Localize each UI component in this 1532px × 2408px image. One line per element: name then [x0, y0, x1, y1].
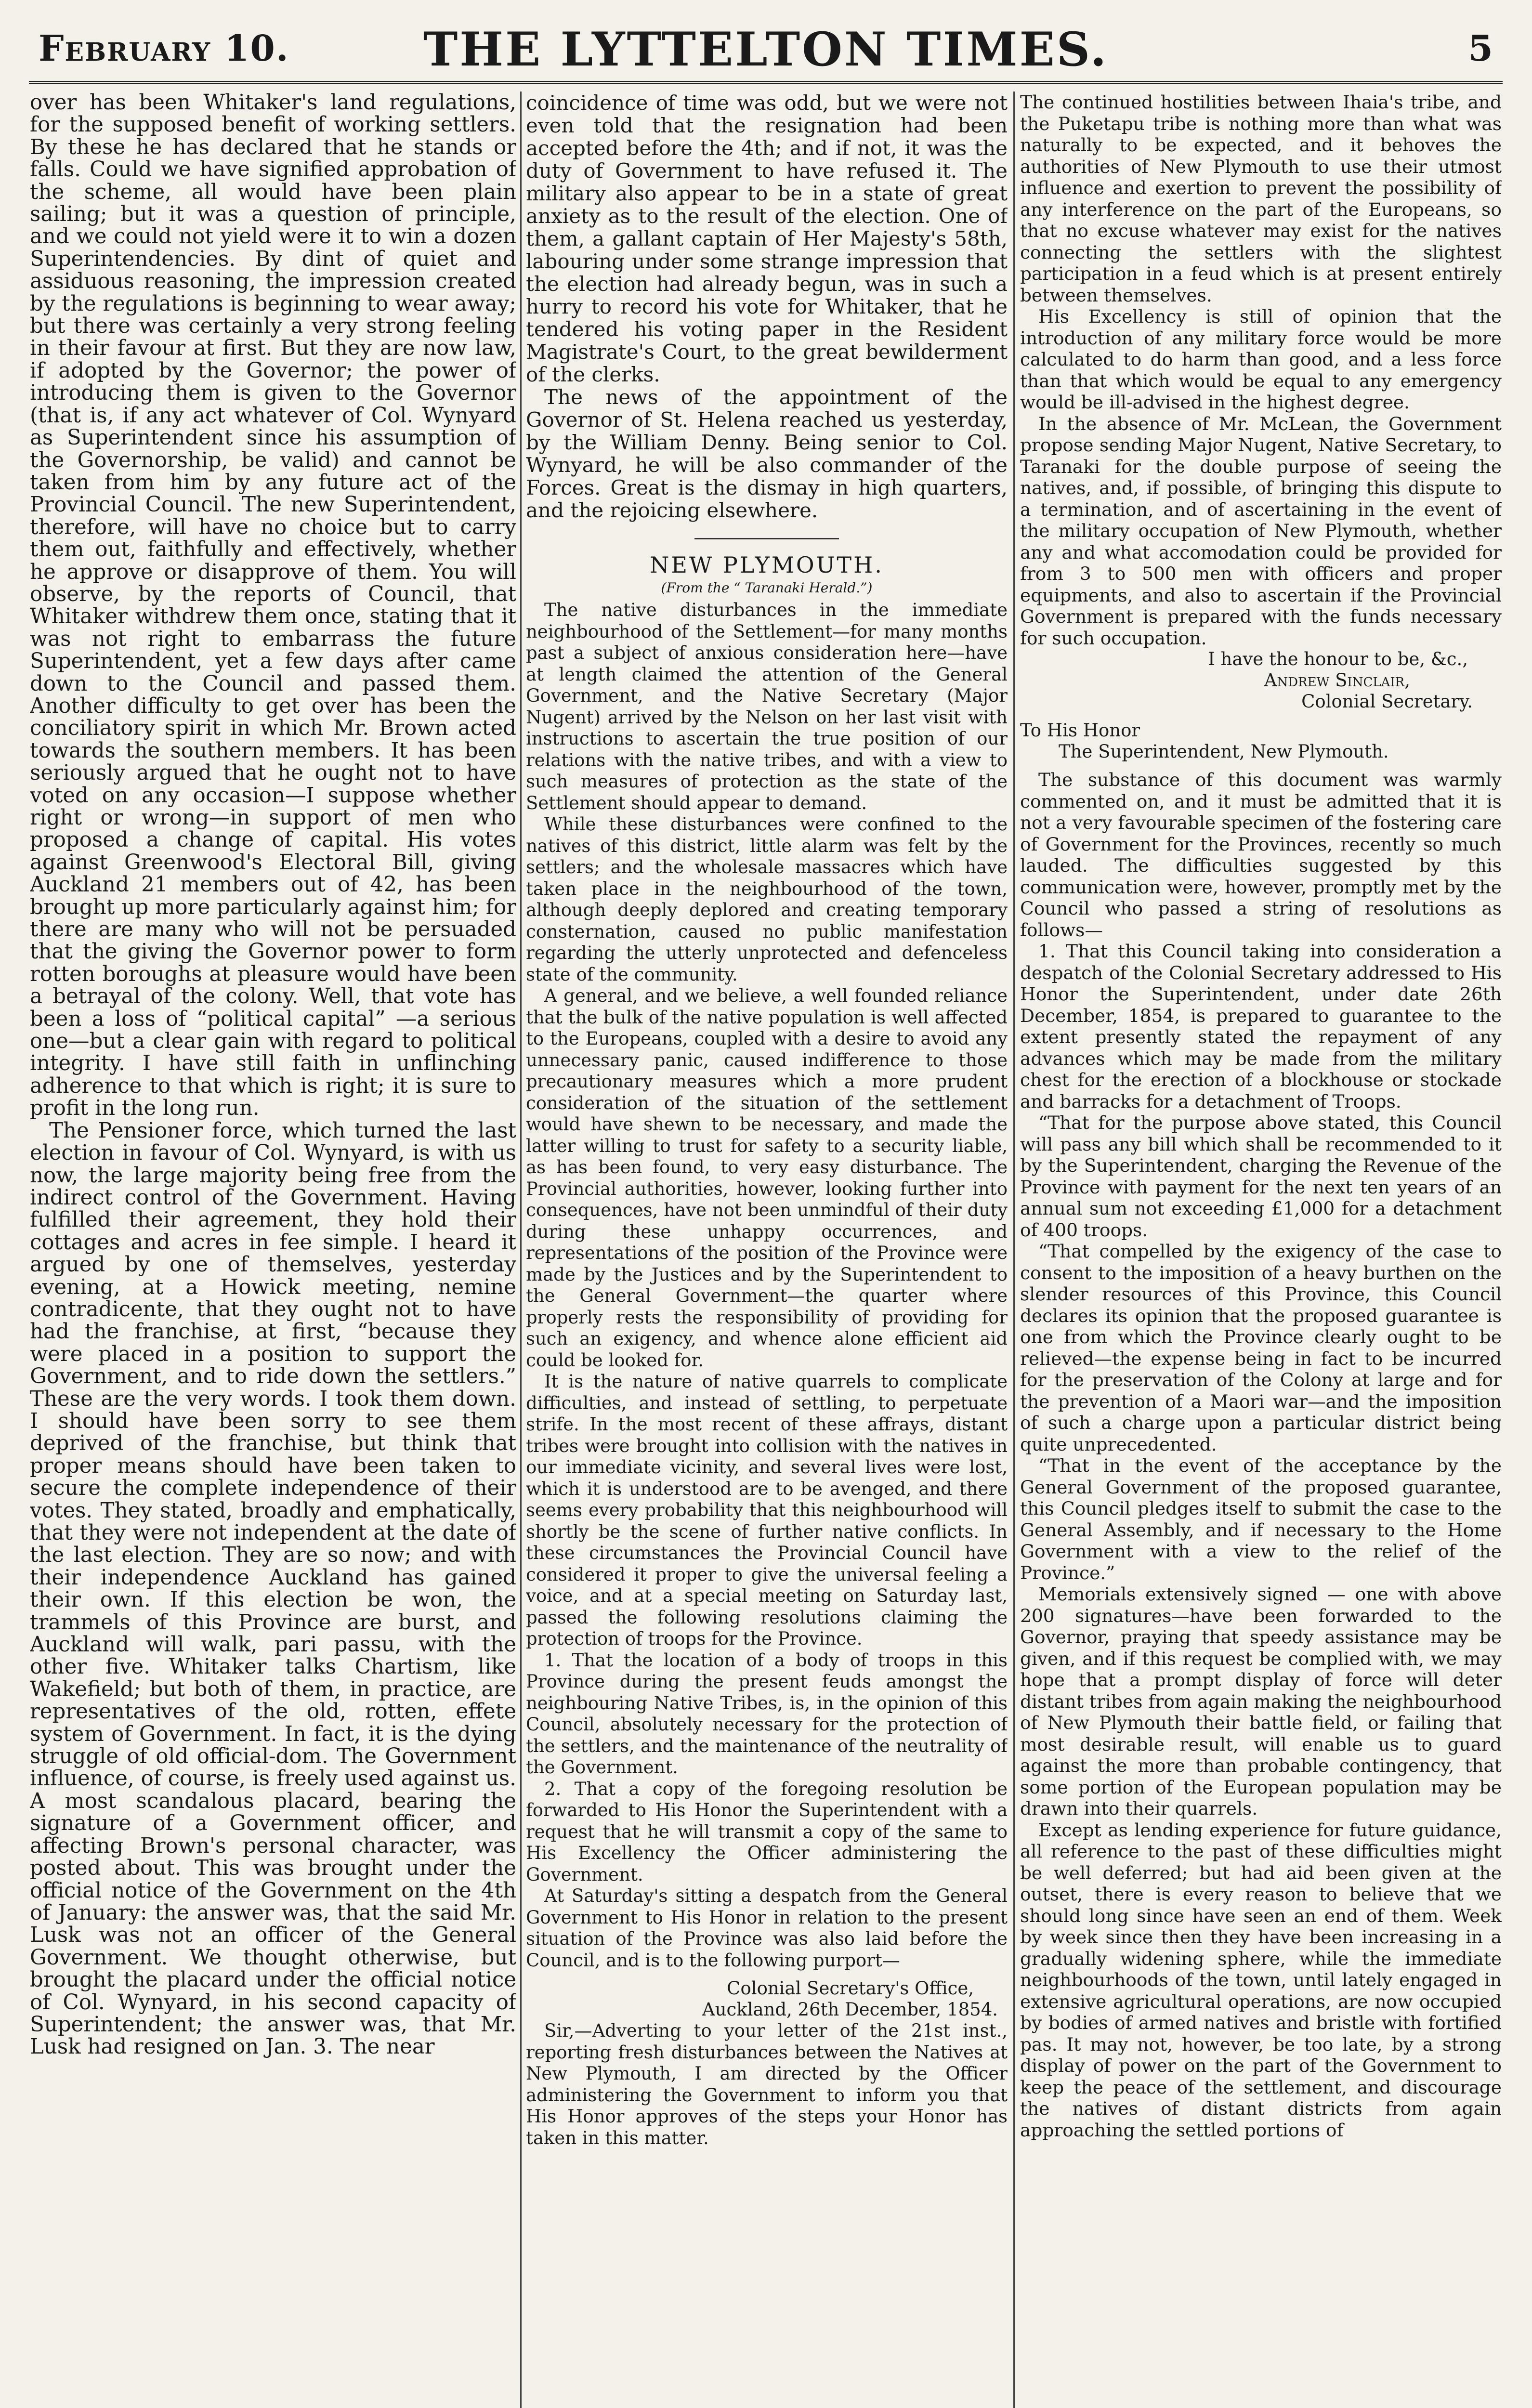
letter-signer-title: Colonial Secretary. [1301, 691, 1473, 712]
col2-paragraph-1: coincidence of time was odd, but we were not even told that the resignation had been accepted before the 4th; and if not, it was the duty of Government to have refused it. The military also appear to be in a state of great anxiety as to the result of the election. One of them, a gallant captain of Her Majesty's 58th, labouring under some strange impression that the election had already begun, was in such a hurry to record his vote for Whitaker, that he tendered his voting paper in the Resident Magistrate's Court, to the great bewilderment of the clerks. [526, 92, 1008, 386]
letter-place-date: Auckland, 26th December, 1854. [702, 1999, 998, 2020]
column-3 [1020, 92, 1502, 2408]
section-divider [694, 538, 839, 539]
col2-paragraph-10: Sir,—Adverting to your letter of the 21st inst., reporting fresh disturbances between the Natives at New Plymouth, I am directed by the Officer administering the Government to inform you that His Honor approves of the steps your Honor has taken in this matter. [526, 2020, 1008, 2148]
col3-paragraph-4: The substance of this document was warmly commented on, and it must be admitted that it is not a very favourable specimen of the fostering care of Government for the Provinces, recently so much lauded. The difficulties suggested by this communication were, however, promptly met by the Council who passed a string of resolutions as follows— [1020, 769, 1502, 941]
col3-paragraph-3: In the absence of Mr. McLean, the Government propose sending Major Nugent, Native Secretary, to Taranaki for the double purpose of seeing the natives, and, if possible, of bringing this dispute to a termination, and of ascertaining in the event of the military occupation of New Plymouth, whether any and what accomodation could be provided for from 3 to 500 men with officers and proper equipments, and also to ascertain if the Provincial Government is prepared with the funds necessary for such occupation. [1020, 413, 1502, 649]
col3-paragraph-1: The continued hostilities between Ihaia's tribe, and the Puketapu tribe is nothing more than what was naturally to be expected, and it behoves the authorities of New Plymouth to use their utmost influence and exertion to prevent the possibility of any interference on the part of the Europeans, so that no excuse whatever may exist for the natives connecting the settlers with the slightest participation in a feud which is at present entirely between themselves. [1020, 92, 1502, 306]
letter-closing: I have the honour to be, &c., [1208, 649, 1468, 669]
col2-paragraph-2: The news of the appointment of the Governor of St. Helena reached us yesterday, by the William Denny. Being senior to Col. Wynyard, he will be also commander of the Forces. Great is the dismay in high quarters, and the rejoicing elsewhere. [526, 385, 1008, 522]
column-rule-right [1013, 92, 1015, 2408]
newspaper-title: THE LYTTELTON TIMES. [423, 22, 1109, 77]
letter-office: Colonial Secretary's Office, [727, 1978, 974, 1999]
letter-addressee: To His Honor [1020, 720, 1140, 741]
col3-paragraph-8: “That in the event of the acceptance by the General Government of the proposed guarantee, this Council pledges itself to submit the case to the General Assembly, and if necessary to the Home Government with a view to the relief of the Province.” [1020, 1455, 1502, 1584]
article-heading: NEW PLYMOUTH. [650, 552, 884, 578]
col3-paragraph-6: “That for the purpose above stated, this Council will pass any bill which shall be recommended to it by the Superintendent, charging the Revenue of the Province with payment for the next ten years of an annual sum not exceeding £1,000 for a detachment of 400 troops. [1020, 1112, 1502, 1241]
column-1 [30, 92, 516, 2408]
col2-paragraph-5: A general, and we believe, a well founded reliance that the bulk of the native population is well affected to the Europeans, coupled with a desire to avoid any unnecessary panic, caused indifference to those precautionary measures which a more prudent consideration of the situation of the settlement would have shewn to be necessary, and made the latter willing to trust for safety to a security liable, as has been found, to very easy disturbance. The Provincial authorities, however, looking further into consequences, have not been unmindful of their duty during these unhappy occurrences, and representations of the position of the Province were made by the Justices and by the Superintendent to the General Government—the quarter where properly rests the responsibility of providing for such an exigency, and whence alone efficient aid could be looked for. [526, 985, 1008, 1371]
masthead [29, 13, 1503, 84]
col3-paragraph-9: Memorials extensively signed — one with above 200 signatures—have been forwarded to the Governor, praying that speedy assistance may be given, and if this request be complied with, we may hope that a prompt display of force will deter distant tribes from again making the neighbourhood of New Plymouth their battle field, or failing that most desirable result, will enable us to guard against the more than probable contingency, that some portion of the European population may be drawn into their quarrels. [1020, 1584, 1502, 1819]
col3-paragraph-10: Except as lending experience for future guidance, all reference to the past of these difficulties might be well deferred; but had aid been given at the outset, there is every reason to believe that we should long since have seen an end of them. Week by week since then they have been increasing in a gradually widening sphere, while the immediate neighbourhoods of the town, until lately engaged in extensive agricultural operations, are now occupied by bodies of armed natives and bristle with fortified pas. It may not, however, be too late, by a strong display of power on the part of the Government to keep the peace of the settlement, and discourage the natives of distant districts from again approaching the settled portions of [1020, 1819, 1502, 2141]
col2-paragraph-4: While these disturbances were confined to the natives of this district, little alarm was felt by the settlers; and the wholesale massacres which have taken place in the neighbourhood of the town, although deeply deplored and creating temporary consternation, caused no public manifestation regarding the utterly unprotected and defenceless state of the community. [526, 814, 1008, 985]
article-source: (From the “ Taranaki Herald.”) [661, 580, 873, 596]
letter-signer: Andrew Sinclair, [1264, 670, 1410, 691]
column-rule-left [520, 92, 522, 2408]
col1-paragraph-2: The Pensioner force, which turned the last election in favour of Col. Wynyard, is with us now, the large majority being free from the indirect control of the Government. Having fulfilled their agreement, they hold their cottages and acres in fee simple. I heard it argued by one of themselves, yesterday evening, at a Howick meeting, nemine contradicente, that they ought not to have had the franchise, at first, “because they were placed in a position to support the Government, and to ride down the settlers.” These are the very words. I took them down. I should have been sorry to see them deprived of the franchise, but think that proper means should have been taken to secure the complete independence of their votes. They stated, broadly and emphatically, that they were not independent at the date of the last election. They are so now; and with their independence Auckland has gained their own. If this election be won, the trammels of this Province are burst, and Auckland will walk, pari passu, with the other five. Whitaker talks Chartism, like Wakefield; but both of them, in practice, are representatives of the old, rotten, effete system of Government. In fact, it is the dying struggle of old official-dom. The Government influence, of course, is freely used against us. A most scandalous placard, bearing the signature of a Government officer, and affecting Brown's personal character, was posted about. This was brought under the official notice of the Government on the 4th of January: the answer was, that the said Mr. Lusk was not an officer of the General Government. We thought otherwise, but brought the placard under the official notice of Col. Wynyard, in his second capacity of Superintendent; the answer was, that Mr. Lusk had resigned on Jan. 3. The near [30, 1118, 516, 2059]
col2-paragraph-3: The native disturbances in the immediate neighbourhood of the Settlement—for many months past a subject of anxious consideration here—have at length claimed the attention of the General Government, and the Native Secretary (Major Nugent) arrived by the Nelson on her last visit with instructions to ascertain the true position of our relations with the native tribes, and with a view to such measures of protection as the state of the Settlement should appear to demand. [526, 600, 1008, 813]
page-number: 5 [1468, 28, 1493, 69]
issue-date: February 10. [39, 28, 289, 69]
col3-paragraph-5: 1. That this Council taking into consideration a despatch of the Colonial Secretary addressed to His Honor the Superintendent, under date 26th December, 1854, is prepared to guarantee to the extent presently stated the repayment of any advances which may be made from the military chest for the erection of a blockhouse or stockade and barracks for a detachment of Troops. [1020, 941, 1502, 1112]
col2-paragraph-8: 2. That a copy of the foregoing resolution be forwarded to His Honor the Superintendent with a request that he will transmit a copy of the same to His Excellency the Officer administering the Government. [526, 1778, 1008, 1885]
col2-paragraph-9: At Saturday's sitting a despatch from the General Government to His Honor in relation to the present situation of the Province was also laid before the Council, and is to the following purport— [526, 1885, 1008, 1971]
col3-paragraph-2: His Excellency is still of opinion that the introduction of any military force would be more calculated to do harm than good, and a less force than that which would be equal to any emergency would be ill-advised in the highest degree. [1020, 306, 1502, 413]
col3-paragraph-7: “That compelled by the exigency of the case to consent to the imposition of a heavy burthen on the slender resources of this Province, this Council declares its opinion that the proposed guarantee is one from which the Province clearly ought to be relieved—the expense being in fact to be incurred for the preservation of the Colony at large and for the prevention of a Maori war—and the imposition of such a charge upon a particular district being quite unprecedented. [1020, 1241, 1502, 1455]
col2-paragraph-6: It is the nature of native quarrels to complicate difficulties, and instead of settling, to perpetuate strife. In the most recent of these affrays, distant tribes were brought into collision with the natives in our immediate vicinity, and several lives were lost, which it is understood are to be avenged, and there seems every probability that this neighbourhood will shortly be the scene of further native conflicts. In these circumstances the Provincial Council have considered it proper to give the universal feeling a voice, and at a special meeting on Saturday last, passed the following resolutions claiming the protection of troops for the Province. [526, 1371, 1008, 1649]
letter-addressee-title: The Superintendent, New Plymouth. [1059, 741, 1389, 762]
column-2 [526, 92, 1008, 2408]
col2-paragraph-7: 1. That the location of a body of troops in this Province during the present feuds amongst the neighbouring Native Tribes, is, in the opinion of this Council, absolutely necessary for the protection of the settlers, and the maintenance of the neutrality of the Government. [526, 1649, 1008, 1778]
col1-paragraph-1: over has been Whitaker's land regulations, for the supposed benefit of working settlers. By these he has declared that he stands or falls. Could we have signified approbation of the scheme, all would have been plain sailing; but it was a question of principle, and we could not yield were it to win a dozen Superintendencies. By dint of quiet and assiduous reasoning, the impression created by the regulations is beginning to wear away; but there was certainly a very strong feeling in their favour at first. But they are now law, if adopted by the Governor; the power of introducing them is given to the Governor (that is, if any act whatever of Col. Wynyard as Superintendent since his assumption of the Governorship, be valid) and cannot be taken from him by any future act of the Provincial Council. The new Superintendent, therefore, will have no choice but to carry them out, faithfully and effectively, whether he approve or disapprove of them. You will observe, by the reports of Council, that Whitaker withdrew them once, stating that it was not right to embarrass the future Superintendent, yet a few days after came down to the Council and passed them. Another difficulty to get over has been the conciliatory spirit in which Mr. Brown acted towards the southern members. It has been seriously argued that he ought not to have voted on any occasion—I suppose whether right or wrong—in support of men who proposed a change of capital. His votes against Greenwood's Electoral Bill, giving Auckland 21 members out of 42, has been brought up more particularly against him; for there are many who will not be persuaded that the giving the Governor power to form rotten boroughs at pleasure would have been a betrayal of the colony. Well, that vote has been a loss of “political capital” —a serious one—but a clear gain with regard to political integrity. I have still faith in unflinching adherence to that which is right; it is sure to profit in the long run. [30, 92, 516, 1121]
